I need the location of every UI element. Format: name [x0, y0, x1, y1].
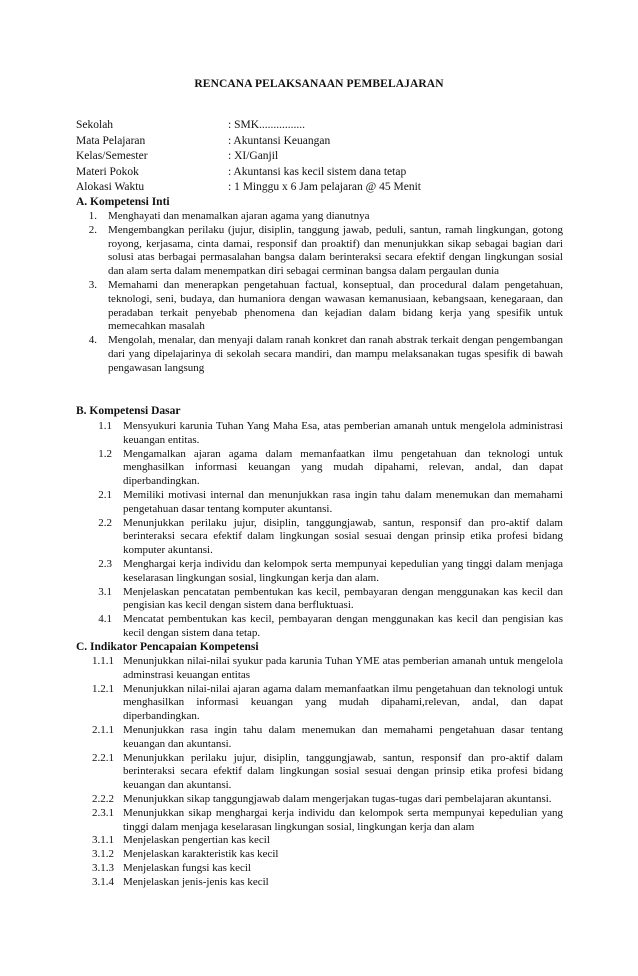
list-item: [76, 793, 563, 807]
info-label: Mata Pelajaran: [76, 134, 146, 147]
item-number: 1.2: [98, 447, 112, 460]
list-item: [76, 683, 563, 724]
list-item: [76, 279, 563, 334]
list-item: [76, 655, 563, 683]
item-number: 2.1: [98, 488, 112, 501]
info-label: Materi Pokok: [76, 165, 139, 178]
item-text: Memiliki motivasi internal dan menunjukkan rasa ingin tahu dalam menemukan dan memahami pengetahuan dasar tentang komputer akuntansi.: [123, 488, 563, 515]
item-number: 2.2.1: [92, 751, 114, 764]
item-text: Mengolah, menalar, dan menyaji dalam ranah konkret dan ranah abstrak terkait dengan pengembangan dari yang dipelajarinya di sekolah secara mandiri, dan mampu melaksanakan tugas spesifik di bawah pengawasan langsung: [108, 334, 563, 374]
list-item: [76, 862, 563, 876]
item-number: 1.2.1: [92, 682, 114, 695]
info-label: Sekolah: [76, 119, 114, 131]
kompetensi-dasar-list: [76, 420, 563, 641]
list-item: [76, 876, 563, 890]
item-text: Menunjukkan sikap menghargai kerja individu dan kelompok serta mempunyai kepedulian yang tinggi dalam menjaga keselarasan lingkungan sosial, lingkungan kerja dan alam: [123, 806, 563, 833]
item-number: 2.1.1: [92, 723, 114, 736]
item-number: 1.: [88, 210, 97, 222]
list-item: [76, 448, 563, 489]
item-number: 3.1.1: [92, 834, 114, 847]
item-text: Mensyukuri karunia Tuhan Yang Maha Esa, atas pemberian amanah untuk mengelola administrasi keuangan entitas.: [123, 420, 563, 446]
item-number: 4.1: [98, 613, 112, 626]
item-text: Menjelaskan pencatatan pembentukan kas kecil, pembayaran dengan menggunakan kas kecil dan pengisian kas kecil dengan sistem dana berfluktuasi.: [123, 585, 563, 612]
item-text: Menunjukkan perilaku jujur, disiplin, tanggungjawab, santun, responsif dan pro-aktif dalam berinteraksi secara efektif dalam lingkungan sosial sesuai dengan prinsip etika profesi bidang komputer akuntansi.: [123, 516, 563, 557]
item-number: 2.2: [98, 516, 112, 529]
list-item: [76, 752, 563, 793]
item-number: 2.: [88, 223, 97, 236]
info-value: : Akuntansi Keuangan: [228, 134, 331, 147]
list-item: [76, 420, 563, 448]
item-text: Menjelaskan fungsi kas kecil: [123, 861, 251, 874]
item-text: Mencatat pembentukan kas kecil, pembayaran dengan menggunakan kas kecil dan pengisian kas kecil dengan sistem dana tetap.: [123, 613, 563, 639]
list-item: [76, 613, 563, 641]
list-item: [76, 517, 563, 558]
item-number: 4.: [88, 334, 97, 347]
info-value: : SMK................: [228, 119, 305, 131]
info-row-kelas-semester: [76, 149, 421, 165]
item-number: 2.2.2: [92, 792, 114, 805]
item-text: Menunjukkan rasa ingin tahu dalam menemukan dan memahami pengetahuan dasar tentang keuangan dan akuntansi.: [123, 723, 563, 750]
item-text: Menunjukkan sikap tanggungjawab dalam mengerjakan tugas-tugas dari pembelajaran akuntansi.: [123, 792, 552, 805]
item-number: 3.1: [98, 585, 112, 598]
identity-table: [76, 118, 421, 196]
info-row-mata-pelajaran: [76, 134, 421, 150]
item-number: 1.1.1: [92, 655, 114, 667]
section-heading-kompetensi-dasar: B. Kompetensi Dasar: [76, 405, 181, 417]
section-heading-kompetensi-inti: A. Kompetensi Inti: [76, 196, 170, 208]
list-item: [76, 807, 563, 835]
item-number: 2.3: [98, 557, 112, 570]
info-value: : Akuntansi kas kecil sistem dana tetap: [228, 165, 407, 178]
indikator-list: [76, 655, 563, 890]
item-text: Memahami dan menerapkan pengetahuan factual, konseptual, dan procedural dalam pengetahuan, teknologi, seni, budaya, dan humaniora dengan wawasan kemanusiaan, kebangsaan, kenegaraan, dan peradaban terkait penyebab phenomena dan kejadian dalam bidang kerja yang spesifik untuk memecahkan masalah: [108, 278, 563, 333]
list-item: [76, 586, 563, 614]
item-number: 1.1: [98, 420, 112, 432]
info-row-alokasi-waktu: [76, 180, 421, 196]
list-item: [76, 848, 563, 862]
list-item: [76, 489, 563, 517]
item-text: Menghayati dan menamalkan ajaran agama yang dianutnya: [108, 210, 370, 222]
list-item: [76, 334, 563, 375]
item-text: Menjelaskan pengertian kas kecil: [123, 834, 270, 847]
item-text: Menunjukkan nilai-nilai syukur pada karunia Tuhan YME atas pemberian amanah untuk mengelola adminstrasi keuangan entitas: [123, 655, 563, 681]
kompetensi-inti-list: [76, 210, 563, 376]
info-value: : 1 Minggu x 6 Jam pelajaran @ 45 Menit: [228, 181, 421, 193]
item-number: 3.1.4: [92, 875, 114, 888]
list-item: [76, 724, 563, 752]
list-item: [76, 834, 563, 848]
item-text: Menjelaskan jenis-jenis kas kecil: [123, 875, 269, 888]
list-item: [76, 210, 563, 224]
item-text: Menunjukkan nilai-nilai ajaran agama dalam memanfaatkan ilmu pengetahuan dan teknologi untuk menghasilkan informasi keuangan yang mudah dipahami,relevan, andal, dan dapat diperbandingkan.: [123, 682, 563, 723]
item-number: 3.1.3: [92, 861, 114, 874]
info-label: Kelas/Semester: [76, 150, 148, 162]
item-number: 3.: [88, 278, 97, 291]
list-item: [76, 224, 563, 279]
item-text: Menunjukkan perilaku jujur, disiplin, tanggungjawab, santun, responsif dan pro-aktif dalam berinteraksi secara efektif dalam lingkungan sosial sesuai dengan prinsip etika profesi bidang keuangan dan akuntansi.: [123, 751, 563, 792]
info-label: Alokasi Waktu: [76, 181, 145, 193]
item-text: Menghargai kerja individu dan kelompok serta mempunyai kepedulian yang tinggi dalam menjaga keselarasan lingkungan sosial, lingkungan kerja dan alam.: [123, 557, 563, 584]
info-row-sekolah: [76, 118, 421, 134]
item-text: Menjelaskan karakteristik kas kecil: [123, 848, 279, 861]
item-text: Mengamalkan ajaran agama dalam memanfaatkan ilmu pengetahuan dan teknologi untuk menghasilkan informasi keuangan yang mudah dipahami, relevan, andal, dan dapat diperbandingkan.: [123, 447, 563, 488]
item-text: Mengembangkan perilaku (jujur, disiplin, tanggung jawab, peduli, santun, ramah lingkungan, gotong royong, kerjasama, cinta damai, responsif dan proaktif) dan menunjukkan sikap sebagai bagian dari solusi atas berbagai permasalahan bangsa dalam berinteraksi secara efektif dengan lingkungan sosial dan alam serta dalam menempatkan diri sebagai cerminan bangsa dalam pergaulan dunia: [108, 223, 563, 278]
section-heading-indikator: C. Indikator Pencapaian Kompetensi: [76, 641, 259, 653]
info-row-materi-pokok: [76, 165, 421, 181]
document-title: RENCANA PELAKSANAAN PEMBELAJARAN: [194, 78, 444, 90]
list-item: [76, 558, 563, 586]
item-number: 3.1.2: [92, 848, 114, 861]
item-number: 2.3.1: [92, 806, 114, 819]
info-value: : XI/Ganjil: [228, 150, 279, 162]
